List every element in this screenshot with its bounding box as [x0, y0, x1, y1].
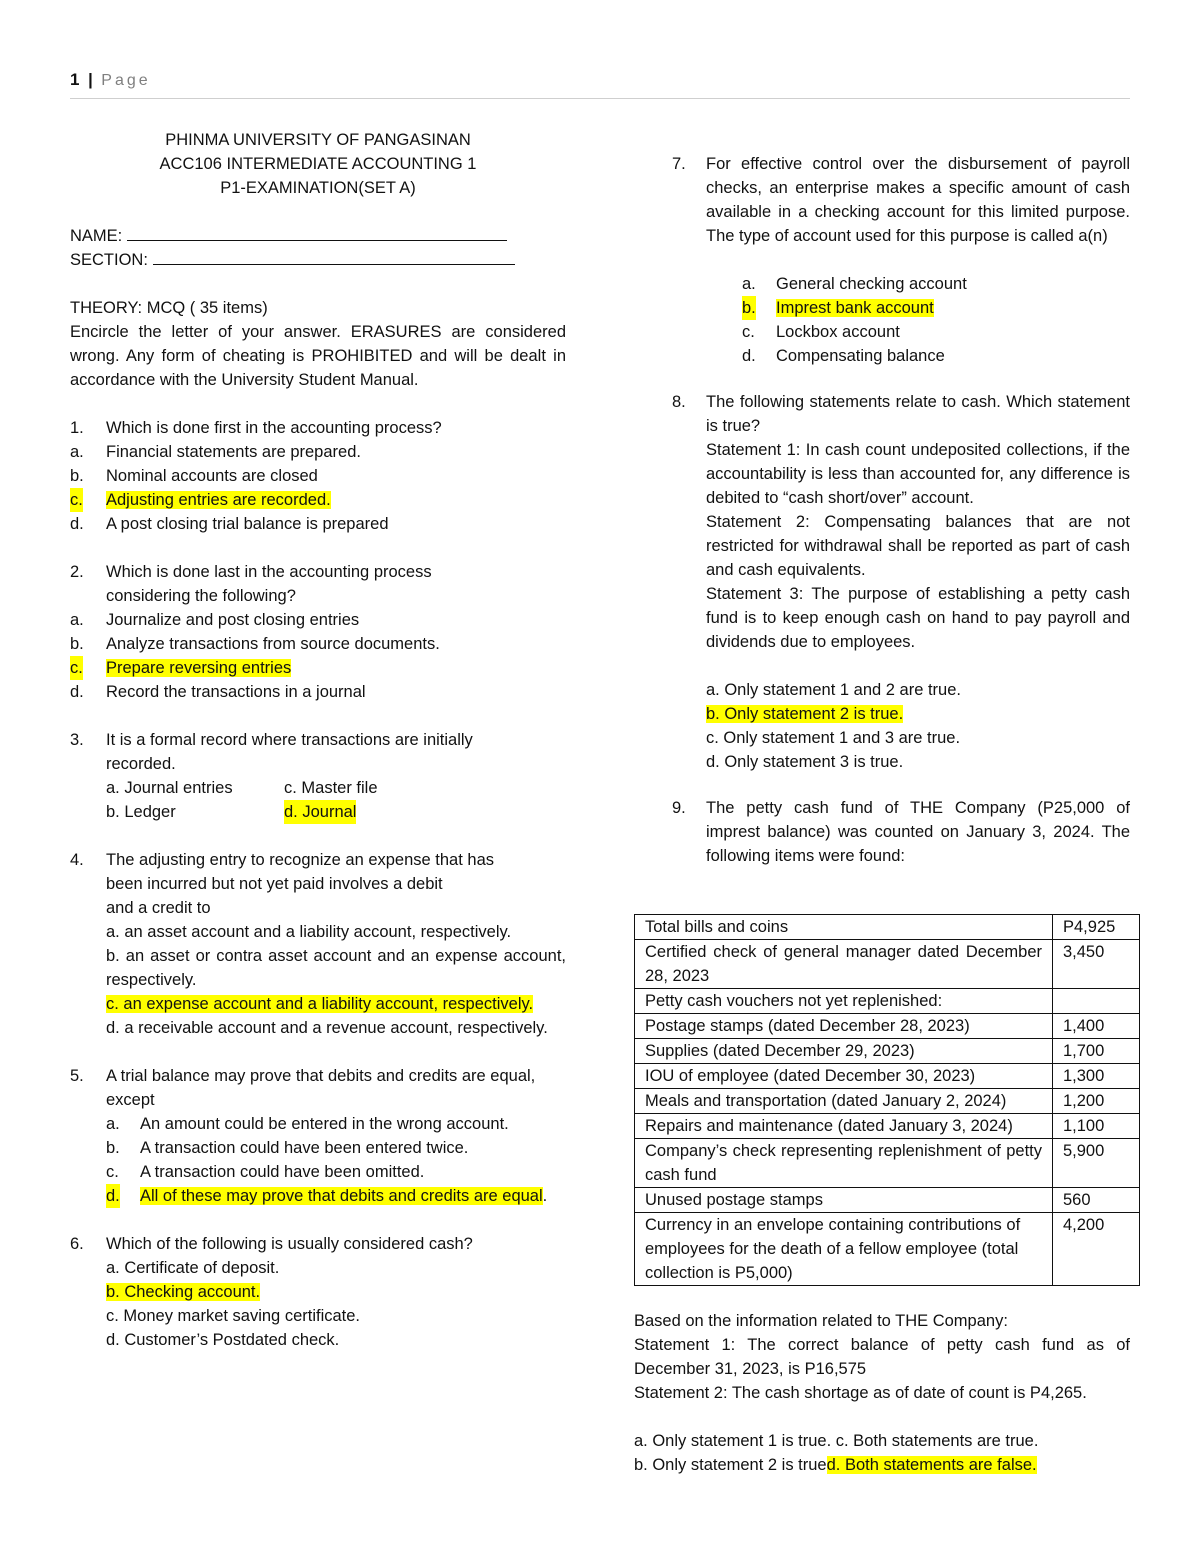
question-number: 1.: [70, 419, 84, 437]
section-label: SECTION:: [70, 251, 148, 269]
question-text: Which is done first in the accounting process?: [106, 419, 442, 437]
table-cell-item: Unused postage stamps: [635, 1188, 1053, 1213]
option-a[interactable]: a. General checking account: [742, 275, 967, 293]
table-row: [635, 1139, 1140, 1188]
question-number: 4.: [70, 851, 84, 869]
option-text: Lockbox account: [776, 323, 900, 341]
table-row: [635, 940, 1140, 989]
option-text: Financial statements are prepared.: [106, 443, 361, 461]
table-row: [635, 989, 1140, 1014]
options-row-2: [634, 1453, 1130, 1477]
question-number: 8.: [672, 393, 686, 411]
name-field[interactable]: [70, 224, 566, 248]
question-3: [70, 728, 566, 776]
course-title: ACC106 INTERMEDIATE ACCOUNTING 1: [159, 155, 477, 173]
question-7: [672, 152, 1130, 248]
question-text: Which is done last in the accounting process: [106, 563, 432, 581]
statement-1: Statement 1: The correct balance of petty cash fund as of December 31, 2023, is P16,575: [634, 1336, 1130, 1378]
option-a[interactable]: a. Financial statements are prepared.: [70, 443, 361, 461]
option-text: Adjusting entries are recorded.: [106, 491, 331, 509]
question-text-cont: recorded.: [106, 755, 176, 773]
table-cell-amount: 1,300: [1053, 1064, 1140, 1089]
option-text: Record the transactions in a journal: [106, 683, 366, 701]
table-cell-amount: 3,450: [1053, 940, 1140, 989]
option-text: A post closing trial balance is prepared: [106, 515, 389, 533]
option-text: Compensating balance: [776, 347, 945, 365]
option-d-highlighted[interactable]: d. Both statements are false.: [826, 1456, 1037, 1474]
instructions-text: Encircle the letter of your answer. ERASURES are considered wrong. Any form of cheating is PROHIBITED and will be dealt in accordance with the University Student Manual.: [70, 323, 566, 389]
table-row: [635, 1064, 1140, 1089]
option-d[interactable]: d. Compensating balance: [742, 347, 945, 365]
table-cell-amount: 560: [1053, 1188, 1140, 1213]
table-row: [635, 915, 1140, 940]
question-2: [70, 560, 566, 608]
statement-2: Statement 2: Compensating balances that are not restricted for withdrawal shall be reported as part of cash and cash equivalents.: [706, 513, 1130, 579]
option-b-highlighted[interactable]: [672, 702, 1130, 726]
exam-title: P1-EXAMINATION(SET A): [220, 179, 416, 197]
option-b[interactable]: b. A transaction could have been entered twice.: [106, 1139, 469, 1157]
option-a[interactable]: a. Certificate of deposit.: [106, 1259, 280, 1277]
option-c[interactable]: c. Both statements are true.: [835, 1432, 1039, 1450]
page-separator: |: [88, 71, 93, 89]
table-row: [635, 1213, 1140, 1286]
option-text: Journalize and post closing entries: [106, 611, 360, 629]
option-c[interactable]: c. Master file: [284, 779, 378, 797]
section-blank[interactable]: [153, 248, 515, 265]
options-row-1: [634, 1429, 1130, 1453]
theory-heading: THEORY: MCQ ( 35 items): [70, 299, 268, 317]
option-b-highlighted[interactable]: [70, 1280, 566, 1304]
table-row: [635, 1114, 1140, 1139]
option-a[interactable]: a. An amount could be entered in the wrong account.: [106, 1115, 509, 1133]
option-d-highlighted[interactable]: d. Journal: [284, 800, 356, 824]
table-cell-amount: 1,400: [1053, 1014, 1140, 1039]
question-text: The following statements relate to cash. Which statement is true?: [706, 393, 1130, 435]
section-field[interactable]: [70, 248, 566, 272]
table-cell-item: Postage stamps (dated December 28, 2023): [635, 1014, 1053, 1039]
option-d[interactable]: d. Record the transactions in a journal: [70, 683, 366, 701]
table-cell-amount: 1,100: [1053, 1114, 1140, 1139]
question-text-cont: and a credit to: [106, 899, 211, 917]
option-text: Imprest bank account: [776, 299, 934, 317]
table-cell-item: Total bills and coins: [635, 915, 1053, 940]
question-text: It is a formal record where transactions are initially: [106, 731, 473, 749]
question-text: For effective control over the disbursement of payroll checks, an enterprise makes a specific amount of cash available in a checking account for this limited purpose. The type of account used for this purpose is called a(n): [706, 155, 1130, 245]
based-on-text: Based on the information related to THE Company:: [634, 1312, 1008, 1330]
option-b-highlighted[interactable]: b. Imprest bank account: [672, 296, 1130, 320]
table-cell-item: Petty cash vouchers not yet replenished:: [635, 989, 1053, 1014]
option-a[interactable]: a. Only statement 1 is true.: [634, 1432, 832, 1450]
option-b[interactable]: b. Analyze transactions from source documents.: [70, 635, 440, 653]
option-d[interactable]: d. Customer’s Postdated check.: [106, 1331, 340, 1349]
question-number: 2.: [70, 563, 84, 581]
page-number: 1: [70, 70, 80, 89]
table-cell-amount: 1,700: [1053, 1039, 1140, 1064]
question-text-cont: considering the following?: [106, 587, 296, 605]
table-row: [635, 1089, 1140, 1114]
option-c[interactable]: c. Money market saving certificate.: [106, 1307, 361, 1325]
statement-2: Statement 2: The cash shortage as of date of count is P4,265.: [634, 1384, 1087, 1402]
option-text: All of these may prove that debits and credits are equal: [140, 1187, 543, 1205]
option-b[interactable]: b. an asset or contra asset account and an expense account, respectively.: [106, 947, 566, 989]
table-cell-amount: 4,200: [1053, 1213, 1140, 1286]
option-text: c. an expense account and a liability account, respectively.: [106, 995, 534, 1013]
option-b[interactable]: b. Only statement 2 is true: [634, 1456, 827, 1474]
option-d[interactable]: d. A post closing trial balance is prepared: [70, 515, 389, 533]
option-text: General checking account: [776, 275, 967, 293]
question-text: A trial balance may prove that debits and credits are equal, except: [106, 1067, 536, 1109]
table-row: [635, 1014, 1140, 1039]
table-cell-item: Company’s check representing replenishment of petty cash fund: [635, 1139, 1053, 1188]
question-number: 6.: [70, 1235, 84, 1253]
question-text: Which of the following is usually considered cash?: [106, 1235, 473, 1253]
table-row: [635, 1039, 1140, 1064]
option-text: b. Checking account.: [106, 1283, 261, 1301]
option-text: Nominal accounts are closed: [106, 467, 318, 485]
option-text: Prepare reversing entries: [106, 659, 292, 677]
option-text: A transaction could have been entered twice.: [140, 1139, 469, 1157]
page-word: Page: [101, 72, 151, 89]
table-cell-item: IOU of employee (dated December 30, 2023): [635, 1064, 1053, 1089]
option-a[interactable]: a. Journal entries: [106, 779, 233, 797]
table-cell-amount: 1,200: [1053, 1089, 1140, 1114]
option-c[interactable]: c. Lockbox account: [742, 323, 900, 341]
options-row-2: [70, 800, 566, 824]
question-number: 3.: [70, 731, 84, 749]
option-d-highlighted[interactable]: d. All of these may prove that debits and credits are equal.: [70, 1184, 566, 1208]
question-text: The petty cash fund of THE Company (P25,000 of imprest balance) was counted on January 3, 2024. The following items were found:: [706, 799, 1130, 865]
question-number: 7.: [672, 155, 686, 173]
option-c[interactable]: c. A transaction could have been omitted.: [106, 1163, 425, 1181]
option-text: An amount could be entered in the wrong account.: [140, 1115, 509, 1133]
table-cell-amount: 5,900: [1053, 1139, 1140, 1188]
left-column: [70, 128, 566, 1352]
option-c-highlighted[interactable]: c. Prepare reversing entries: [70, 656, 566, 680]
petty-cash-table: [634, 914, 1140, 1286]
question-text: The adjusting entry to recognize an expense that has: [106, 851, 494, 869]
question-number: 5.: [70, 1067, 84, 1085]
option-b[interactable]: b. Nominal accounts are closed: [70, 467, 318, 485]
question-6: [70, 1232, 566, 1256]
option-d[interactable]: d. Only statement 3 is true.: [706, 753, 904, 771]
university-title: PHINMA UNIVERSITY OF PANGASINAN: [165, 131, 471, 149]
option-text: A transaction could have been omitted.: [140, 1163, 425, 1181]
table-cell-amount: P4,925: [1053, 915, 1140, 940]
statement-3: Statement 3: The purpose of establishing a petty cash fund is to keep enough cash on hand to pay payroll and dividends due to employees.: [706, 585, 1130, 651]
option-text: Analyze transactions from source documents.: [106, 635, 440, 653]
table-cell-item: Repairs and maintenance (dated January 3, 2024): [635, 1114, 1053, 1139]
table-cell-item: Currency in an envelope containing contributions of employees for the death of a fellow employee (total collection is P5,000): [635, 1213, 1053, 1286]
question-1: [70, 416, 566, 440]
option-a[interactable]: a. an asset account and a liability account, respectively.: [106, 923, 512, 941]
page-header: [70, 70, 1130, 99]
table-row: [635, 1188, 1140, 1213]
option-b[interactable]: b. Ledger: [106, 803, 176, 821]
table-cell-amount: [1053, 989, 1140, 1014]
option-c-highlighted[interactable]: c. Adjusting entries are recorded.: [70, 488, 566, 512]
question-4: [70, 848, 566, 920]
statement-1: Statement 1: In cash count undeposited collections, if the accountability is less than accounted for, any difference is debited to “cash short/over” account.: [706, 441, 1130, 507]
option-d[interactable]: d. a receivable account and a revenue account, respectively.: [106, 1019, 548, 1037]
table-cell-item: Certified check of general manager dated December 28, 2023: [635, 940, 1053, 989]
table-cell-item: Meals and transportation (dated January 2, 2024): [635, 1089, 1053, 1114]
question-8: [672, 390, 1130, 438]
question-9-details: [634, 1309, 1130, 1477]
option-text: b. Only statement 2 is true.: [706, 705, 904, 723]
option-a[interactable]: a. Only statement 1 and 2 are true.: [706, 681, 961, 699]
right-column: [672, 152, 1130, 868]
question-text-cont: been incurred but not yet paid involves a debit: [106, 875, 443, 893]
option-a[interactable]: a. Journalize and post closing entries: [70, 611, 360, 629]
option-c[interactable]: c. Only statement 1 and 3 are true.: [706, 729, 961, 747]
name-label: NAME:: [70, 227, 123, 245]
option-c-highlighted[interactable]: [70, 992, 566, 1016]
question-9: [672, 796, 1130, 868]
options-row-1: [70, 776, 566, 800]
name-blank[interactable]: [127, 224, 507, 241]
question-number: 9.: [672, 799, 686, 817]
question-5: [70, 1064, 566, 1112]
table-cell-item: Supplies (dated December 29, 2023): [635, 1039, 1053, 1064]
